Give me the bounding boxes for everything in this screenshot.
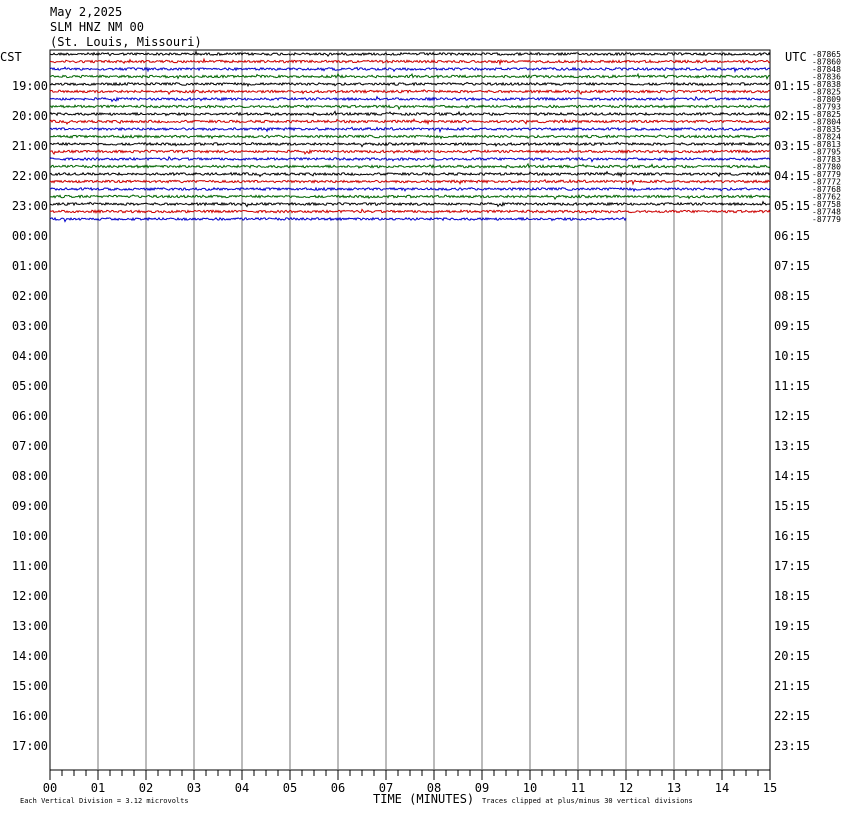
seismic-trace [50, 188, 770, 191]
trace-offset-label: -87836 [812, 72, 841, 82]
right-hour-label: 03:15 [774, 139, 811, 153]
right-hour-label: 23:15 [774, 739, 811, 753]
seismic-trace [50, 172, 770, 177]
right-hour-label: 02:15 [774, 109, 811, 123]
seismic-trace [50, 180, 770, 184]
right-hour-label: 17:15 [774, 559, 811, 573]
left-hour-label: 15:00 [11, 679, 48, 693]
left-hour-label: 20:00 [11, 109, 48, 123]
right-hour-label: 15:15 [774, 499, 811, 513]
left-hour-label: 03:00 [11, 319, 48, 333]
seismic-trace [50, 111, 770, 115]
trace-offset-label: -87780 [812, 162, 841, 172]
left-hour-label: 19:00 [11, 79, 48, 93]
right-hour-label: 20:15 [774, 649, 811, 663]
left-hour-label: 13:00 [11, 619, 48, 633]
trace-offset-label: -87848 [812, 65, 841, 74]
left-hour-label: 08:00 [11, 469, 48, 483]
trace-offset-label: -87813 [812, 140, 841, 149]
seismic-trace [50, 119, 770, 124]
seismic-trace [50, 67, 770, 71]
seismic-trace [50, 83, 770, 86]
left-hour-label: 01:00 [11, 259, 48, 273]
trace-offset-label: -87793 [812, 102, 841, 112]
seismic-trace [50, 142, 770, 146]
header-date: May 2,2025 [50, 5, 123, 19]
seismic-trace [50, 127, 770, 131]
trace-offset-label: -87824 [812, 132, 841, 142]
right-hour-label: 14:15 [774, 469, 811, 483]
seismic-traces [50, 52, 770, 222]
x-tick-label: 15 [762, 781, 778, 795]
seismic-trace [50, 105, 770, 109]
trace-offset-label: -87758 [812, 200, 841, 209]
left-hour-label: 04:00 [11, 349, 48, 363]
left-hour-label: 22:00 [11, 169, 48, 183]
left-hour-label: 06:00 [11, 409, 48, 423]
left-hour-label: 16:00 [11, 709, 48, 723]
left-hour-label: 23:00 [11, 199, 48, 213]
trace-offset-label: -87838 [812, 80, 841, 89]
left-hour-label: 14:00 [11, 649, 48, 663]
x-tick-label: 10 [522, 781, 538, 795]
seismic-trace [50, 202, 770, 207]
right-hour-label: 04:15 [774, 169, 811, 183]
left-hour-label: 00:00 [11, 229, 48, 243]
left-hour-label: 09:00 [11, 499, 48, 513]
trace-offset-label: -87795 [812, 147, 841, 157]
seismic-trace [50, 74, 770, 79]
x-tick-label: 14 [714, 781, 730, 795]
right-hour-label: 22:15 [774, 709, 811, 723]
x-tick-label: 04 [234, 781, 250, 795]
seismic-trace [50, 59, 770, 64]
x-tick-label: 09 [474, 781, 490, 795]
left-hour-label: 05:00 [11, 379, 48, 393]
x-tick-label: 05 [282, 781, 298, 795]
left-hour-label: 11:00 [11, 559, 48, 573]
x-tick-label: 02 [138, 781, 154, 795]
left-timezone-label: CST [0, 50, 22, 64]
x-tick-label: 12 [618, 781, 634, 795]
trace-offset-label: -87860 [812, 57, 841, 67]
right-hour-label: 19:15 [774, 619, 811, 633]
trace-offset-label: -87804 [812, 117, 841, 127]
trace-offset-label: -87779 [812, 215, 841, 224]
trace-offset-label: -87772 [812, 177, 841, 187]
header-location: (St. Louis, Missouri) [50, 35, 202, 49]
scale-note: Each Vertical Division = 3.12 microvolts [20, 797, 189, 805]
right-hour-label: 10:15 [774, 349, 811, 363]
trace-offset-label: -87779 [812, 170, 841, 179]
trace-offset-label: -87865 [812, 50, 841, 59]
trace-offset-label: -87762 [812, 192, 841, 202]
right-hour-label: 06:15 [774, 229, 811, 243]
right-hour-label: 21:15 [774, 679, 811, 693]
trace-offset-label: -87835 [812, 125, 841, 134]
x-tick-label: 08 [426, 781, 442, 795]
x-tick-label: 01 [90, 781, 106, 795]
right-hour-label: 18:15 [774, 589, 811, 603]
left-hour-label: 02:00 [11, 289, 48, 303]
header-station: SLM HNZ NM 00 [50, 20, 144, 34]
right-timezone-label: UTC [785, 50, 807, 64]
left-hour-label: 10:00 [11, 529, 48, 543]
seismic-trace [50, 97, 770, 102]
trace-offset-label: -87748 [812, 207, 841, 217]
right-hour-label: 16:15 [774, 529, 811, 543]
trace-offset-label: -87825 [812, 87, 841, 97]
left-hour-label: 07:00 [11, 439, 48, 453]
right-hour-label: 11:15 [774, 379, 811, 393]
right-hour-label: 09:15 [774, 319, 811, 333]
clip-note: Traces clipped at plus/minus 30 vertical divisions [482, 797, 693, 805]
seismic-trace [50, 90, 770, 94]
seismic-trace [50, 195, 770, 199]
left-hour-label: 17:00 [11, 739, 48, 753]
right-hour-labels [774, 79, 810, 753]
right-hour-label: 05:15 [774, 199, 811, 213]
trace-offset-label: -87809 [812, 95, 841, 104]
x-tick-label: 03 [186, 781, 202, 795]
seismic-trace [50, 157, 770, 162]
left-hour-labels [12, 79, 48, 753]
x-tick-label: 11 [570, 781, 586, 795]
right-hour-label: 12:15 [774, 409, 811, 423]
x-axis-label: TIME (MINUTES) [373, 792, 475, 806]
seismic-trace [50, 52, 770, 57]
trace-offset-label: -87825 [812, 110, 841, 119]
trace-offset-labels [812, 50, 841, 224]
seismic-trace [50, 149, 770, 154]
right-hour-label: 01:15 [774, 79, 811, 93]
left-hour-label: 12:00 [11, 589, 48, 603]
x-tick-label: 00 [42, 781, 58, 795]
right-hour-label: 08:15 [774, 289, 811, 303]
seismic-trace [50, 209, 770, 213]
x-tick-label: 07 [378, 781, 394, 795]
trace-offset-label: -87768 [812, 185, 841, 194]
x-tick-label: 13 [666, 781, 682, 795]
seismic-trace [50, 164, 770, 168]
right-hour-label: 13:15 [774, 439, 811, 453]
left-hour-label: 21:00 [11, 139, 48, 153]
seismic-trace [50, 135, 770, 138]
trace-offset-label: -87783 [812, 155, 841, 164]
right-hour-label: 07:15 [774, 259, 811, 273]
x-tick-label: 06 [330, 781, 346, 795]
